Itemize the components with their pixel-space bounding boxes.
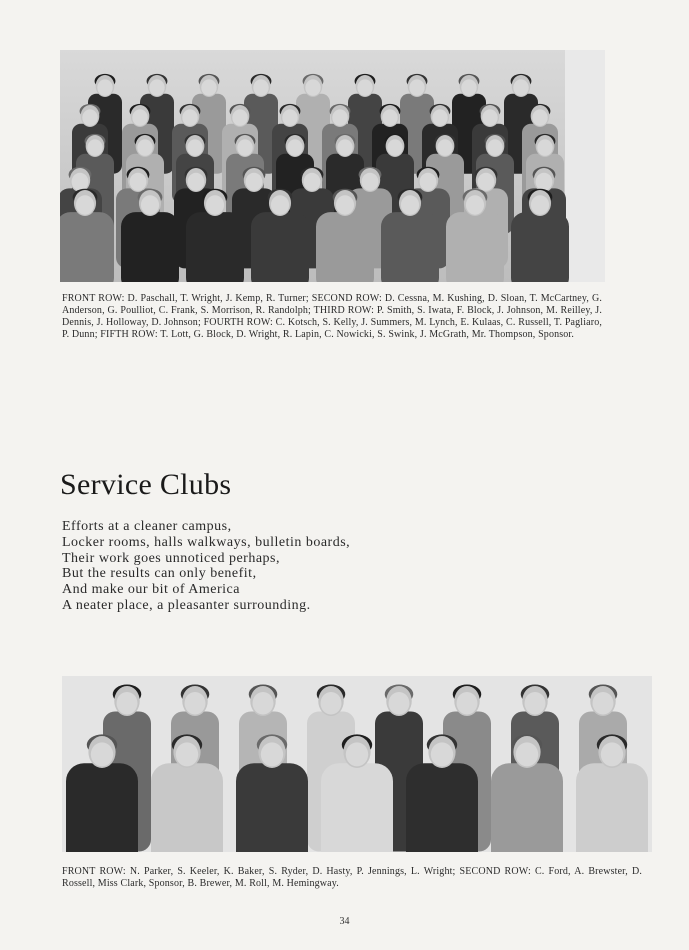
bottom-photo-caption: FRONT ROW: N. Parker, S. Keeler, K. Baker, S. Ryder, D. Hasty, P. Jennings, L. Wright; SECOND ROW: C. Ford, A. Brewster, D. Rossell, Miss Clark, Sponsor, B. Brewer, M. Roll, M. Hemingway. (62, 866, 642, 889)
poem-line: And make our bit of America (62, 582, 240, 598)
section-title: Service Clubs (60, 468, 232, 501)
poem-line: Their work goes unnoticed perhaps, (62, 550, 280, 566)
top-photo-caption: FRONT ROW: D. Paschall, T. Wright, J. Kemp, R. Turner; SECOND ROW: D. Cessna, M. Kushing, D. Sloan, T. McCartney, G. Anderson, G. Poulliot, C. Frank, S. Morrison, R. Randolph; THIRD ROW: P. Smith, S. Iwata, F. Block, J. Johnson, M. Reilley, J. Dennis, J. Holloway, D. Johnson; FOURTH ROW: C. Kotsch, S. Kelly, J. Summers, M. Lynch, E. Kulaas, C. Russell, T. Pagliaro, P. Dunn; FIFTH ROW: T. Lott, G. Block, D. Wright, R. Lapin, C. Nowicki, S. Swink, J. McGrath, Mr. Thompson, Sponsor. (62, 293, 602, 340)
poem (62, 519, 350, 614)
top-group-photo (60, 50, 605, 282)
bottom-group-photo (62, 676, 652, 852)
poem-line: Efforts at a cleaner campus, (62, 519, 232, 534)
page-number: 34 (339, 916, 350, 927)
poem-line: A neater place, a pleasanter surrounding. (62, 597, 311, 613)
bleed-through-ghost (470, 360, 680, 550)
poem-line: But the results can only benefit, (62, 566, 257, 582)
poem-line: Locker rooms, halls walkways, bulletin boards, (62, 534, 351, 550)
